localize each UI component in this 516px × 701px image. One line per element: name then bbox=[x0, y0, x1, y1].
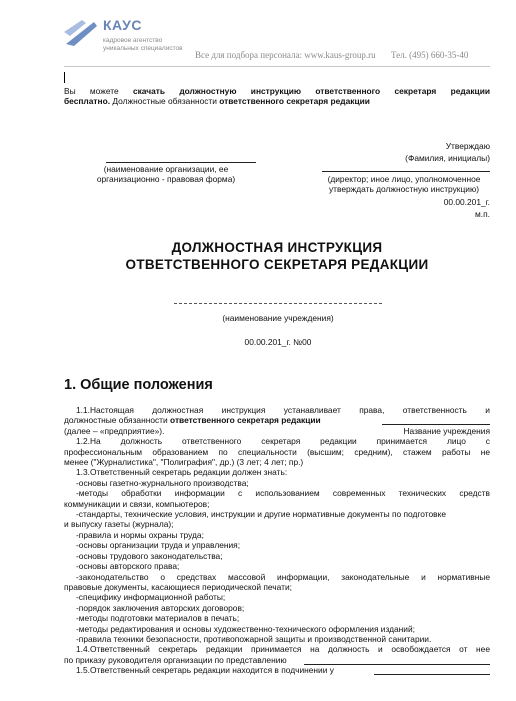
institution-name-hint: Название учреждения bbox=[403, 425, 490, 436]
org-name-line bbox=[106, 162, 256, 163]
director-caption: (директор; иное лицо, уполномоченное утверждать должностную инструкцию) bbox=[327, 174, 481, 195]
section-body: 1.1.Настоящая должностная инструкция устанавливает права, ответственность и должностные обязанности ответственного секретаря редакции (далее – «предприятие»). Название учреждения 1.2.На должность ответственного секретаря редакции принимается лицо с профессиональным образованием по специальности (высшим; средним), стажем работы не менее ("Журналистика", "Полиграфия", др.) (3 лет; 4 лет; пр.) 1.3.Ответственный секретарь редакции должен знать: -основы газетно-журнального производства; -методы обработки информации с использованием современных технических средств коммуникации и связи, компьютеров; -стандарты, технические условия, инструкции и другие нормативные документы по подготовке и выпуску газеты (журнала); -правила и нормы охраны труда; -основы организации труда и управления; -основы трудового законодательства; -основы авторского права; -законодательство о средствах массовой информации, законодательные и нормативные правовые документы, касающиеся периодической печати; -специфику информационной работы; -порядок заключения авторских договоров; -методы подготовки материалов в печать; -методы редактирования и основы художественно-технического оформления изданий; -правила техники безопасности, противопожарной защиты и производственной санитарии. 1.4.Ответственный секретарь редакции принимается на должность и освобождается от нее по приказу руководителя организации по представлению 1.5.Ответственный секретарь редакции находится в подчинении у bbox=[64, 405, 490, 676]
header-phone: Тел. (495) 660-35-40 bbox=[391, 50, 469, 60]
paragraph-1-3: 1.3.Ответственный секретарь редакции должен знать: bbox=[76, 467, 288, 478]
paragraph-1-4: 1.4.Ответственный секретарь редакции принимается на должность и освобождается от нее bbox=[76, 644, 490, 655]
approve-label: Утверждаю bbox=[445, 141, 490, 151]
company-logo-icon bbox=[64, 18, 98, 48]
org-caption: (наименование организации, ее организационно - правовая форма) bbox=[96, 164, 236, 185]
approval-date: 00.00.201_г. bbox=[443, 197, 490, 207]
stamp-label: м.п. bbox=[475, 209, 490, 219]
text-cursor bbox=[64, 72, 65, 83]
director-line bbox=[322, 171, 490, 172]
logo-subtitle: кадровое агентство уникальных специалистов bbox=[103, 37, 183, 52]
section-heading: 1. Общие положения bbox=[64, 377, 213, 393]
intro-paragraph: Вы можете скачать должностную инструкцию ответственного секретаря редакции бесплатно. Должностные обязанности ответственного секретаря редакции bbox=[64, 86, 490, 107]
paragraph-1-5: 1.5.Ответственный секретарь редакции находится в подчинении у bbox=[64, 665, 490, 675]
fio-caption: (Фамилия, инициалы) bbox=[405, 153, 490, 163]
document-number: 00.00.201_г. №00 bbox=[244, 337, 312, 347]
paragraph-1-1: 1.1.Настоящая должностная инструкция устанавливает права, ответственность и bbox=[76, 405, 490, 415]
header-divider bbox=[64, 66, 490, 67]
institution-caption: (наименование учреждения) bbox=[222, 313, 334, 323]
institution-line bbox=[174, 303, 382, 304]
document-title: ДОЛЖНОСТНАЯ ИНСТРУКЦИЯ ОТВЕТСТВЕННОГО СЕКРЕТАРЯ РЕДАКЦИИ bbox=[125, 240, 429, 272]
paragraph-1-2: 1.2.На должность ответственного секретаря редакции принимается лицо с bbox=[76, 436, 490, 447]
header-tagline[interactable]: Все для подбора персонала: www.kaus-group.ru bbox=[195, 50, 376, 60]
logo-name: КАУС bbox=[103, 17, 142, 33]
